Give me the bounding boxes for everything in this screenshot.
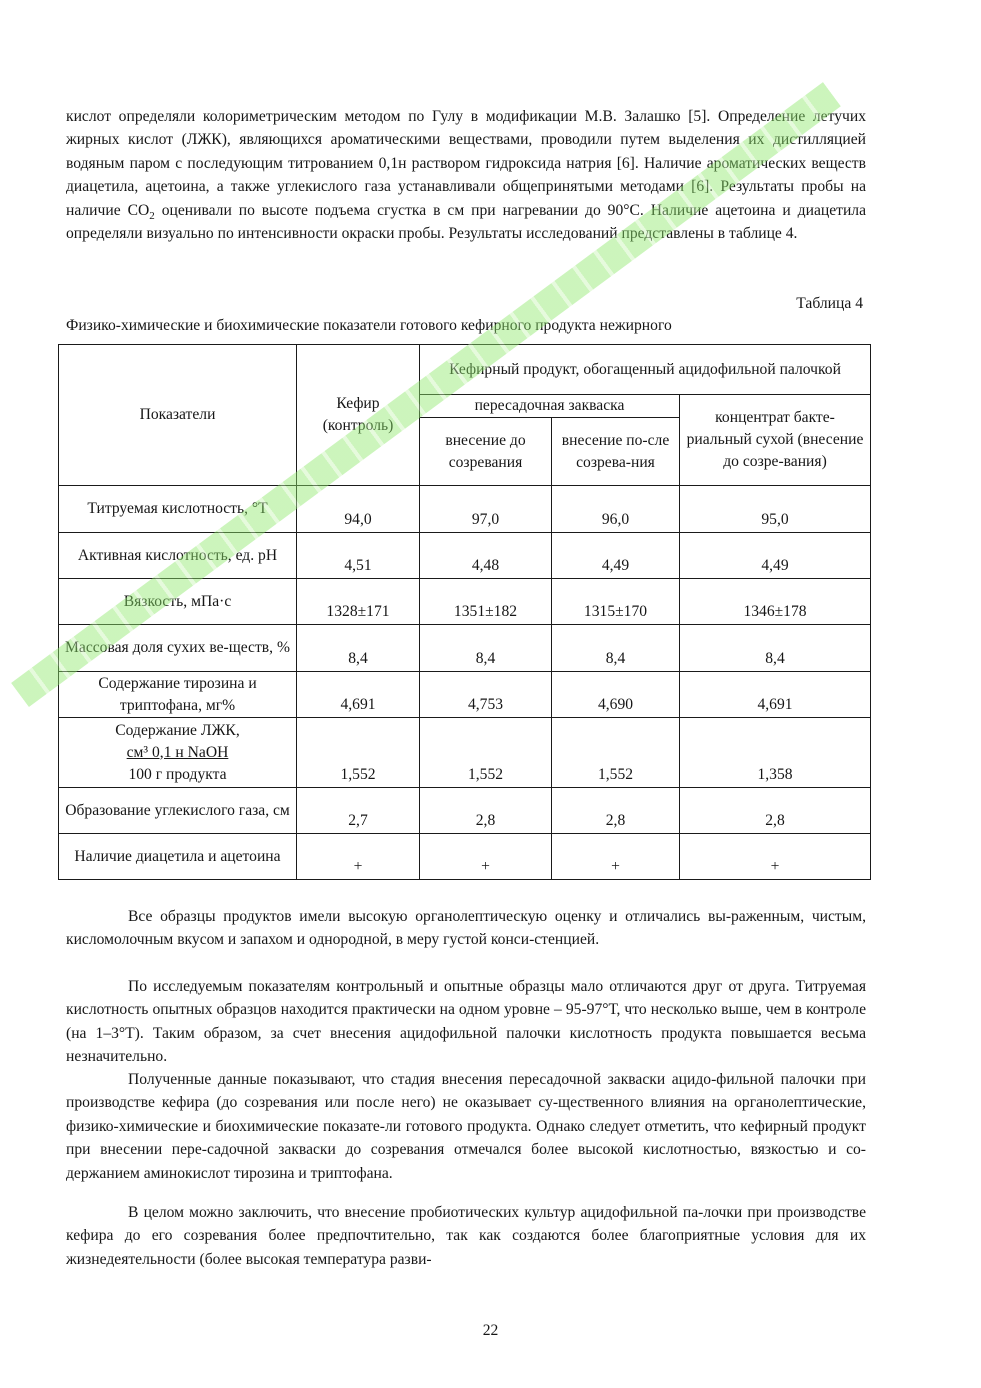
cell-value: 1351±182 <box>420 579 552 625</box>
body-paragraph-2: По исследуемым показателям контрольный и опытные образцы мало отличаются друг от друга. Титруемая кислотность опытных образцов находится практически на одном уровне – 95-97°Т, что несколько выше, чем в контроле (на 1–3°Т). Таким образом, за счет внесения ацидофильной палочки кислотность продукта повышается весьма незначительно. <box>66 978 866 1066</box>
cell-value: 1315±170 <box>552 579 680 625</box>
cell-value: 4,48 <box>420 533 552 579</box>
cell-value: 2,7 <box>297 788 420 834</box>
table-row <box>59 533 871 579</box>
intro-text-part-1: кислот определяли колориметрическим методом по Гулу в модификации М.В. Залашко [5]. Определение летучих жирных кислот (ЛЖК), являющихся ароматическими веществами, проводили путем выделения их дистилляцией водяным паром с последующим титрованием 0,1н раствором гидроксида натрия [6]. Наличие ароматических веществ диацетила, ацетоина, а также углекислого газа устанавливали общепринятыми методами [6]. Результаты пробы на наличие CO <box>66 108 866 219</box>
cell-value: 2,8 <box>680 788 871 834</box>
header-enriched-product: Кефирный продукт, обогащенный ацидофильной палочкой <box>420 345 871 395</box>
table-row <box>59 672 871 718</box>
cell-value: 1,552 <box>297 718 420 788</box>
indicator-line: Содержание ЛЖК, <box>115 721 240 739</box>
row-indicator: Массовая доля сухих ве-ществ, % <box>59 625 297 672</box>
row-indicator: Содержание тирозина и триптофана, мг% <box>59 672 297 718</box>
cell-value: 8,4 <box>420 625 552 672</box>
table-row <box>59 579 871 625</box>
cell-value: 94,0 <box>297 486 420 533</box>
table-row <box>59 834 871 880</box>
row-indicator: Образование углекислого газа, см <box>59 788 297 834</box>
data-table <box>58 344 871 880</box>
row-indicator: Активная кислотность, ед. pH <box>59 533 297 579</box>
cell-value: 1,358 <box>680 718 871 788</box>
table-title: Физико-химические и биохимические показатели готового кефирного продукта нежирного <box>66 317 672 334</box>
co2-subscript: 2 <box>149 209 155 222</box>
cell-value: 8,4 <box>552 625 680 672</box>
cell-value: 97,0 <box>420 486 552 533</box>
intro-paragraph <box>66 105 866 245</box>
header-after-maturation: внесение по-сле созрева-ния <box>552 418 680 486</box>
row-indicator: Титруемая кислотность, °Т <box>59 486 297 533</box>
header-concentrate: концентрат бакте-риальный сухой (внесение до созре-вания) <box>680 395 871 486</box>
intro-text-part-2: оценивали по высоте подъема сгустка в см при нагревании до 90°С. Наличие ацетоина и диацетила определяли визуально по интенсивности окраски пробы. Результаты исследований представлены в таблице 4. <box>66 201 867 243</box>
indicator-line: см³ 0,1 н NaOH <box>126 743 229 761</box>
row-indicator <box>59 718 297 788</box>
cell-value: + <box>680 834 871 880</box>
row-indicator: Наличие диацетила и ацетоина <box>59 834 297 880</box>
cell-value: 1346±178 <box>680 579 871 625</box>
cell-value: 1,552 <box>552 718 680 788</box>
table-row <box>59 486 871 533</box>
page-number: 22 <box>482 1322 499 1339</box>
cell-value: 1328±171 <box>297 579 420 625</box>
cell-value: 8,4 <box>297 625 420 672</box>
cell-value: + <box>552 834 680 880</box>
table-row <box>59 788 871 834</box>
cell-value: 8,4 <box>680 625 871 672</box>
cell-value: + <box>297 834 420 880</box>
indicator-line: 100 г продукта <box>128 765 227 783</box>
cell-value: 4,51 <box>297 533 420 579</box>
cell-value: 2,8 <box>552 788 680 834</box>
cell-value: 4,753 <box>420 672 552 718</box>
cell-value: + <box>420 834 552 880</box>
cell-value: 95,0 <box>680 486 871 533</box>
body-paragraph-3: Полученные данные показывают, что стадия внесения пересадочной закваски ацидо-фильной палочки при производстве кефира (до созревания или после него) не оказывает су-щественного влияния на органолептические, физико-химические и биохимические показате-ли готового продукта. Однако следует отметить, что кефирный продукт при внесении пере-садочной закваски до созревания отмечался более высокой кислотностью, вязкостью и со-держанием аминокислот тирозина и триптофана. <box>66 1071 866 1182</box>
table-label: Таблица 4 <box>796 295 863 312</box>
header-before-maturation: внесение до созревания <box>420 418 552 486</box>
cell-value: 4,49 <box>680 533 871 579</box>
cell-value: 4,691 <box>297 672 420 718</box>
table-row <box>59 625 871 672</box>
cell-value: 4,690 <box>552 672 680 718</box>
header-indicators: Показатели <box>59 345 297 486</box>
body-paragraph-4: В целом можно заключить, что внесение пробиотических культур ацидофильной па-лочки при производстве кефира до его созревания более предпочтительно, так как создаются более благоприятные условия для их жизнедеятельности (более высокая температура разви- <box>66 1204 866 1268</box>
table-row <box>59 718 871 788</box>
cell-value: 4,691 <box>680 672 871 718</box>
body-paragraph-1: Все образцы продуктов имели высокую органолептическую оценку и отличались вы-раженным, чистым, кисломолочным вкусом и запахом и однородной, в меру густой конси-стенцией. <box>66 908 866 949</box>
cell-value: 2,8 <box>420 788 552 834</box>
header-kefir-control: Кефир (контроль) <box>297 345 420 486</box>
cell-value: 4,49 <box>552 533 680 579</box>
row-indicator: Вязкость, мПа·с <box>59 579 297 625</box>
cell-value: 1,552 <box>420 718 552 788</box>
cell-value: 96,0 <box>552 486 680 533</box>
header-starter: пересадочная закваска <box>420 395 680 418</box>
